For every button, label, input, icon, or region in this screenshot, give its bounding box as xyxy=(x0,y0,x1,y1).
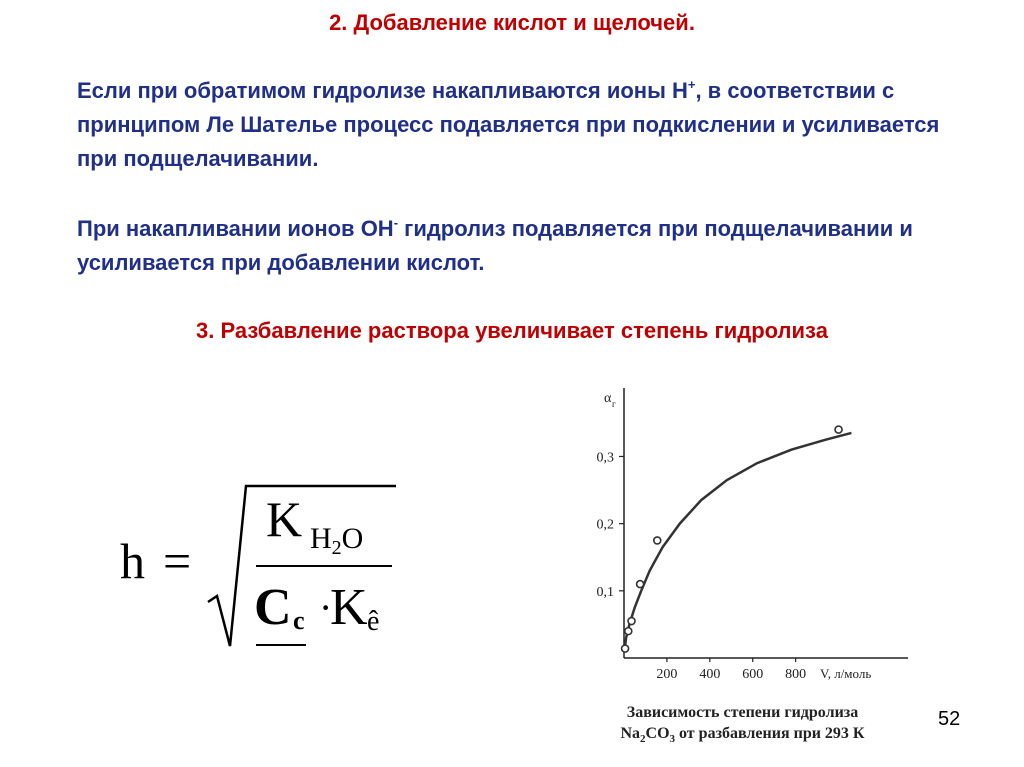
y-tick-label: 0,3 xyxy=(596,450,614,466)
num-sub-2: 2 xyxy=(331,537,342,559)
data-point xyxy=(637,581,644,588)
formula-den-k-sub: ê xyxy=(367,606,380,637)
num-sub-h: H xyxy=(310,522,332,555)
heading-acids-bases: 2. Добавление кислот и щелочей. xyxy=(329,10,695,35)
chart-caption-line2 xyxy=(560,725,925,745)
hydrolysis-chart xyxy=(560,378,930,688)
data-point xyxy=(654,537,661,544)
cap-rest: от разбавления при 293 К xyxy=(675,725,865,742)
y-tick-label: 0,1 xyxy=(596,584,614,600)
p2-text-b: гидролиз подавляется при подщелачивании и усиливается при добавлении кислот. xyxy=(77,216,913,275)
cap-sub2: 3 xyxy=(669,733,676,746)
cap-sub1: 2 xyxy=(640,733,646,746)
y-axis-label: α xyxy=(604,391,612,406)
x-tick-label: 200 xyxy=(656,667,678,682)
p1-text-b: , в соответствии с принципом Ле Шателье процесс подавляется при подкислении и усиливается при подщелачивании. xyxy=(77,78,940,171)
p1-text-a: Если при обратимом гидролизе накапливаются ионы Н xyxy=(77,78,688,103)
formula-den-c: C xyxy=(254,579,292,636)
p2-sup: - xyxy=(393,215,399,230)
cap-na: Na xyxy=(620,725,641,742)
data-point xyxy=(625,628,632,635)
chart-caption-line1: Зависимость степени гидролиза xyxy=(626,704,859,721)
formula-den-c-sub: c xyxy=(293,606,305,635)
num-sub-o: O xyxy=(341,522,364,555)
p1-sup: + xyxy=(687,77,696,92)
x-tick-label: 800 xyxy=(785,667,807,682)
y-tick-label: 0,2 xyxy=(596,517,614,533)
y-axis-label-sub: г xyxy=(612,399,616,409)
formula-num-k: K xyxy=(266,491,303,547)
formula-num-sub xyxy=(310,522,363,560)
formula-den-k: K xyxy=(330,579,368,636)
formula-equals: = xyxy=(163,533,192,589)
paragraph-h-ions xyxy=(77,74,977,176)
formula-den-dot: · xyxy=(319,585,333,630)
paragraph-oh-ions xyxy=(77,212,977,280)
data-point xyxy=(628,618,635,625)
data-point xyxy=(622,645,629,652)
x-axis-label: V, л/моль xyxy=(820,666,872,681)
x-tick-label: 400 xyxy=(699,667,721,682)
cap-co: CO xyxy=(645,725,670,742)
heading-dilution: 3. Разбавление раствора увеличивает степень гидролиза xyxy=(196,318,828,343)
p2-text-a: При накапливании ионов ОН xyxy=(77,216,394,241)
formula-lhs: h xyxy=(120,533,145,589)
page-number: 52 xyxy=(938,708,961,730)
x-tick-label: 600 xyxy=(742,667,764,682)
data-point xyxy=(835,426,842,433)
